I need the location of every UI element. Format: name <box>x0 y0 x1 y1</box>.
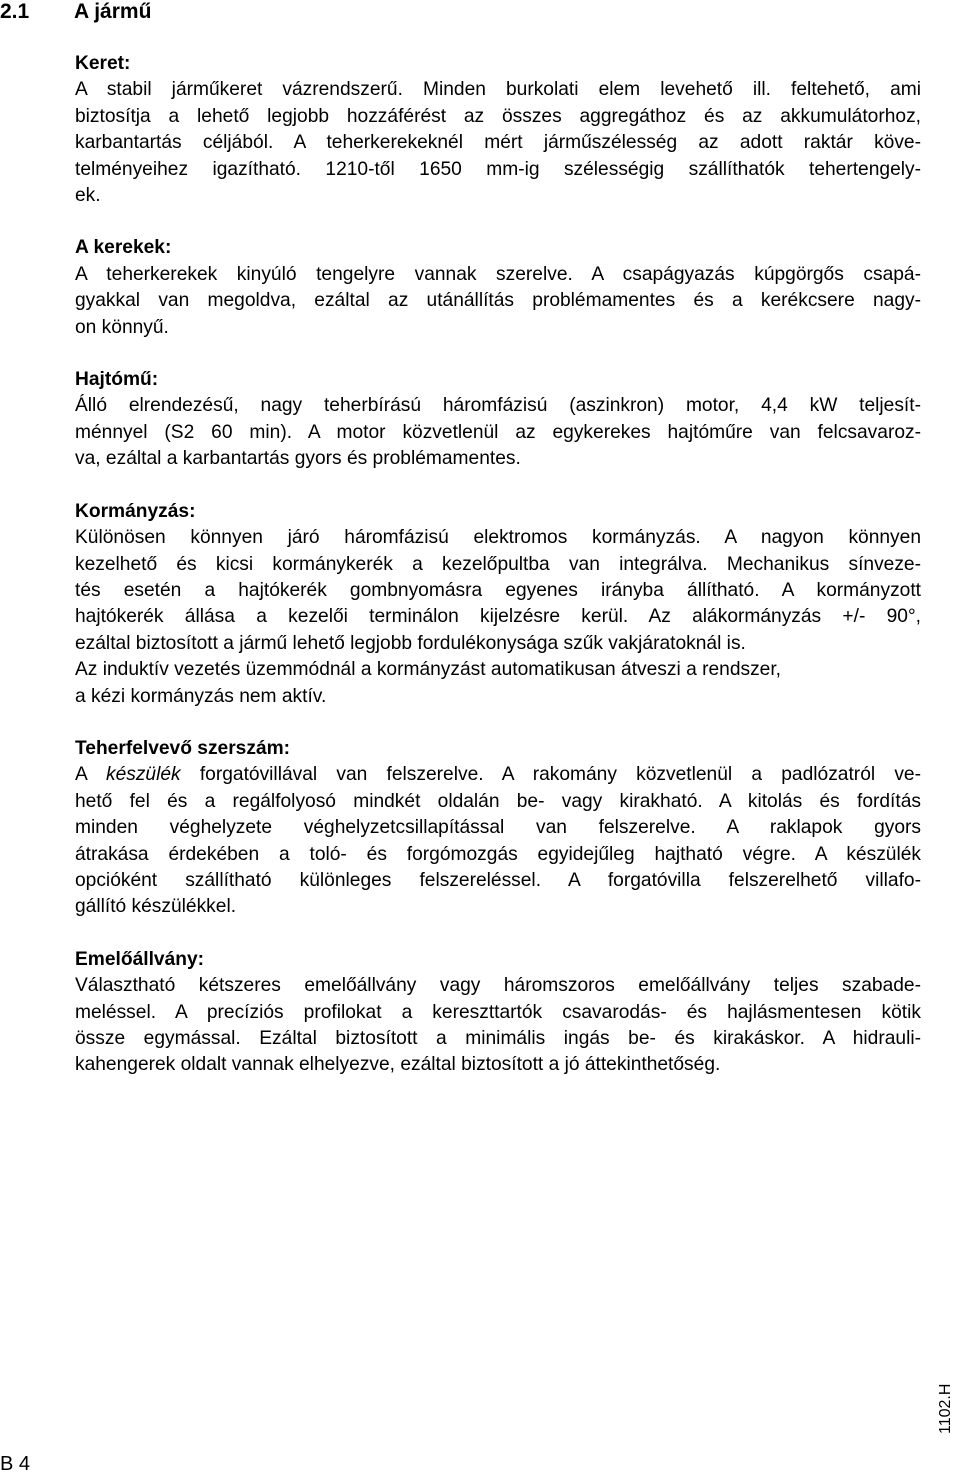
block-keret <box>75 51 921 209</box>
text-line: karbantartás céljából. A teherkerekeknél mért járműszélesség az adott raktár köve- <box>75 132 921 154</box>
block-title-hajtomu: Hajtómű: <box>75 369 159 391</box>
text-line: hető fel és a regálfolyosó mindkét oldalán be- vagy kirakható. A kitolás és fordítás <box>75 790 921 812</box>
text-line: tés esetén a hajtókerék gombnyomásra egyenes irányba állítható. A kormányzott <box>75 579 921 601</box>
block-kormanyzas <box>75 499 921 710</box>
text-line: A teherkerekek kinyúló tengelyre vannak szerelve. A csapágyazás kúpgörgős csapá- <box>75 263 921 285</box>
text-line: on könnyű. <box>75 316 169 338</box>
text-line: A stabil járműkeret vázrendszerű. Minden burkolati elem levehető ill. feltehető, ami <box>75 79 921 101</box>
block-emeloallvany <box>75 947 921 1079</box>
text-line: minden véghelyzete véghelyzetcsillapítással van felszerelve. A raklapok gyors <box>75 817 921 839</box>
text-line: átrakása érdekében a toló- és forgómozgás egyidejűleg hajtható végre. A készülék <box>75 843 921 865</box>
text-line: a kézi kormányzás nem aktív. <box>75 685 327 707</box>
text-line: Különösen könnyen járó háromfázisú elektromos kormányzás. A nagyon könnyen <box>75 527 921 549</box>
text-line: kezelhető és kicsi kormánykerék a kezelőpultba van integrálva. Mechanikus sínveze- <box>75 553 921 575</box>
text-line: telményeihez igazítható. 1210-től 1650 mm-ig szélességig szállíthatók tehertengely- <box>75 158 921 180</box>
text-fragment: A <box>75 764 106 786</box>
text-line: meléssel. A precíziós profilokat a kereszttartók csavarodás- és hajlásmentesen kötik <box>75 1001 921 1023</box>
section-number: 2.1 <box>0 0 30 23</box>
document-code: 1102.H <box>937 1383 954 1434</box>
text-line: ezáltal biztosított a jármű lehető legjobb fordulékonysága szűk vakjáratoknál is. <box>75 632 746 654</box>
text-line: kahengerek oldalt vannak elhelyezve, ezáltal biztosított a jó áttekinthetőség. <box>75 1054 721 1076</box>
emphasized-word: készülék <box>105 764 181 786</box>
text-line: Az induktív vezetés üzemmódnál a kormányzást automatikusan átveszi a rendszer, <box>75 659 782 681</box>
text-line: opcióként szállítható különleges felszereléssel. A forgatóvilla felszerelhető villafo- <box>75 869 921 891</box>
section-heading <box>0 0 151 24</box>
text-line <box>75 762 921 788</box>
text-fragment: forgatóvillával van felszerelve. A rakomány közvetlenül a padlózatról ve- <box>180 764 921 786</box>
block-hajtomu <box>75 367 921 473</box>
document-body <box>75 51 921 1105</box>
block-title-emeloallvany: Emelőállvány: <box>75 948 205 970</box>
text-line: biztosítja a lehető legjobb hozzáférést az összes aggregáthoz és az akkumulátorhoz, <box>75 105 921 127</box>
page-number: B 4 <box>0 1453 31 1475</box>
block-title-keret: Keret: <box>75 53 131 74</box>
block-kerekek <box>75 235 921 341</box>
block-teherfelvevo <box>75 736 921 921</box>
text-line: gállító készülékkel. <box>75 896 237 918</box>
section-title: A jármű <box>74 0 152 23</box>
text-line: va, ezáltal a karbantartás gyors és problémamentes. <box>75 448 521 470</box>
text-line: ek. <box>75 185 101 207</box>
text-line: össze egymással. Ezáltal biztosított a minimális ingás be- és kirakáskor. A hidrauli- <box>75 1028 921 1049</box>
block-title-teherfelvevo: Teherfelvevő szerszám: <box>75 737 291 759</box>
text-line: Választható kétszeres emelőállvány vagy háromszoros emelőállvány teljes szabade- <box>75 975 921 997</box>
block-title-kerekek: A kerekek: <box>75 237 172 259</box>
text-line: hajtókerék állása a kezelői terminálon kijelzésre kerül. Az alákormányzás +/- 90°, <box>75 606 921 628</box>
text-line: ménnyel (S2 60 min). A motor közvetlenül az egykerekes hajtóműre van felcsavaroz- <box>75 421 921 443</box>
text-line: gyakkal van megoldva, ezáltal az utánállítás problémamentes és a kerékcsere nagy- <box>75 290 921 312</box>
block-title-kormanyzas: Kormányzás: <box>75 500 196 522</box>
text-line: Álló elrendezésű, nagy teherbírású háromfázisú (aszinkron) motor, 4,4 kW teljesít- <box>75 395 921 417</box>
